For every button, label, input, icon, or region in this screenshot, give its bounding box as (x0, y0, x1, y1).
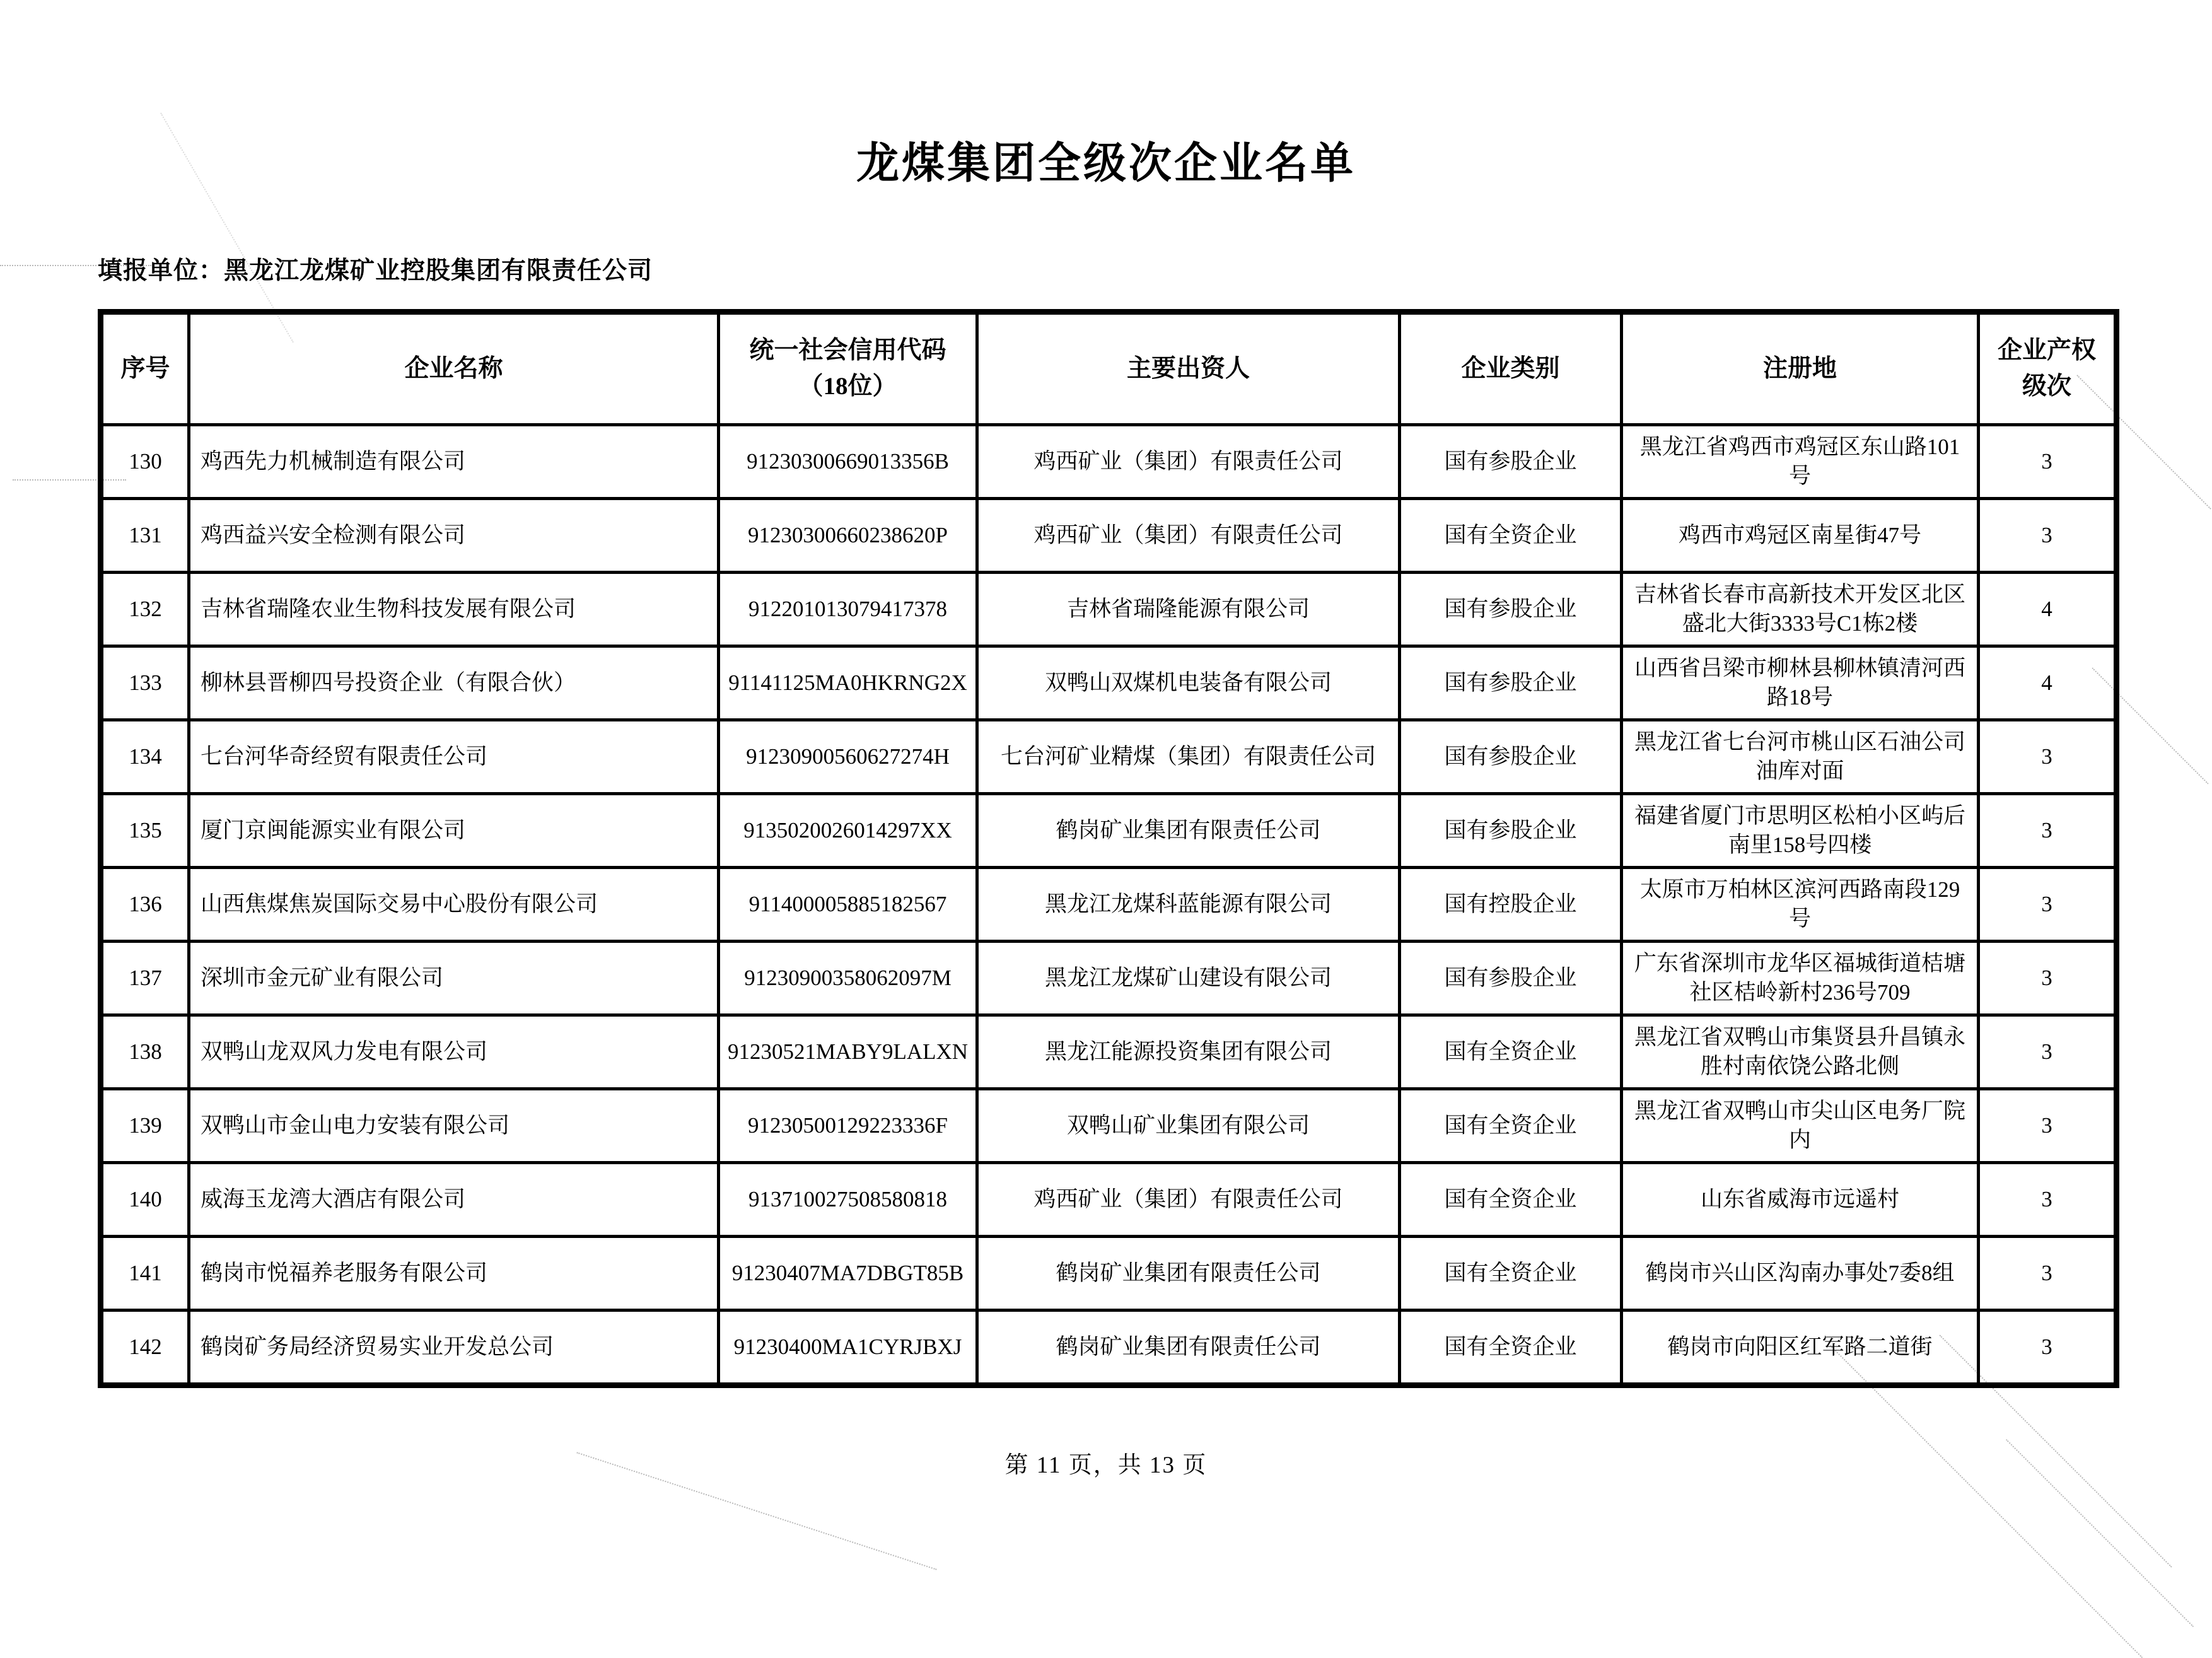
cell-category: 国有参股企业 (1400, 942, 1622, 1015)
cell-investor: 双鸭山矿业集团有限公司 (977, 1089, 1400, 1163)
cell-investor: 七台河矿业精煤（集团）有限责任公司 (977, 720, 1400, 794)
cell-category: 国有参股企业 (1400, 720, 1622, 794)
cell-seq: 138 (101, 1015, 189, 1089)
cell-code: 91230300669013356B (719, 425, 977, 499)
cell-seq: 139 (101, 1089, 189, 1163)
cell-seq: 133 (101, 646, 189, 720)
cell-code: 913710027508580818 (719, 1163, 977, 1237)
table-row (101, 1311, 2117, 1386)
cell-seq: 134 (101, 720, 189, 794)
cell-seq: 137 (101, 942, 189, 1015)
table-body (101, 425, 2117, 1386)
header-address: 注册地 (1622, 312, 1979, 425)
cell-level: 3 (1979, 1015, 2117, 1089)
cell-address: 鹤岗市兴山区沟南办事处7委8组 (1622, 1237, 1979, 1311)
cell-investor: 黑龙江龙煤科蓝能源有限公司 (977, 868, 1400, 942)
table-row (101, 573, 2117, 646)
cell-name: 山西焦煤焦炭国际交易中心股份有限公司 (189, 868, 719, 942)
cell-name: 柳林县晋柳四号投资企业（有限合伙） (189, 646, 719, 720)
cell-code: 911400005885182567 (719, 868, 977, 942)
cell-address: 山东省威海市远遥村 (1622, 1163, 1979, 1237)
table-row (101, 868, 2117, 942)
cell-level: 3 (1979, 1089, 2117, 1163)
cell-level: 3 (1979, 425, 2117, 499)
table-row (101, 942, 2117, 1015)
scan-artifact (1830, 1345, 2143, 1658)
cell-code: 91141125MA0HKRNG2X (719, 646, 977, 720)
table-row (101, 1015, 2117, 1089)
cell-level: 3 (1979, 720, 2117, 794)
cell-code: 91230500129223336F (719, 1089, 977, 1163)
cell-level: 3 (1979, 794, 2117, 868)
table-row (101, 1163, 2117, 1237)
cell-level: 3 (1979, 1311, 2117, 1386)
cell-seq: 141 (101, 1237, 189, 1311)
cell-code: 912201013079417378 (719, 573, 977, 646)
table-row (101, 1237, 2117, 1311)
table-row (101, 425, 2117, 499)
cell-seq: 130 (101, 425, 189, 499)
cell-category: 国有参股企业 (1400, 646, 1622, 720)
page-title: 龙煤集团全级次企业名单 (856, 139, 1356, 187)
cell-address: 太原市万柏林区滨河西路南段129号 (1622, 868, 1979, 942)
cell-address: 广东省深圳市龙华区福城街道桔塘社区桔岭新村236号709 (1622, 942, 1979, 1015)
cell-investor: 黑龙江能源投资集团有限公司 (977, 1015, 1400, 1089)
cell-category: 国有控股企业 (1400, 868, 1622, 942)
cell-level: 3 (1979, 868, 2117, 942)
table-row (101, 499, 2117, 573)
cell-category: 国有全资企业 (1400, 1015, 1622, 1089)
cell-seq: 140 (101, 1163, 189, 1237)
cell-investor: 吉林省瑞隆能源有限公司 (977, 573, 1400, 646)
cell-address: 黑龙江省双鸭山市集贤县升昌镇永胜村南依饶公路北侧 (1622, 1015, 1979, 1089)
cell-address: 黑龙江省双鸭山市尖山区电务厂院内 (1622, 1089, 1979, 1163)
cell-address: 鸡西市鸡冠区南星街47号 (1622, 499, 1979, 573)
cell-investor: 鸡西矿业（集团）有限责任公司 (977, 499, 1400, 573)
cell-investor: 鹤岗矿业集团有限责任公司 (977, 1311, 1400, 1386)
cell-name: 鸡西益兴安全检测有限公司 (189, 499, 719, 573)
cell-category: 国有全资企业 (1400, 499, 1622, 573)
cell-seq: 135 (101, 794, 189, 868)
cell-name: 双鸭山市金山电力安装有限公司 (189, 1089, 719, 1163)
header-category: 企业类别 (1400, 312, 1622, 425)
cell-code: 91230400MA1CYRJBXJ (719, 1311, 977, 1386)
cell-level: 3 (1979, 499, 2117, 573)
cell-address: 鹤岗市向阳区红军路二道街 (1622, 1311, 1979, 1386)
cell-category: 国有参股企业 (1400, 425, 1622, 499)
cell-seq: 142 (101, 1311, 189, 1386)
header-seq: 序号 (101, 312, 189, 425)
cell-level: 3 (1979, 1237, 2117, 1311)
cell-name: 威海玉龙湾大酒店有限公司 (189, 1163, 719, 1237)
cell-investor: 双鸭山双煤机电装备有限公司 (977, 646, 1400, 720)
cell-seq: 132 (101, 573, 189, 646)
page-number: 第 11 页，共 13 页 (1004, 1452, 1208, 1478)
cell-code: 91230900358062097M (719, 942, 977, 1015)
cell-category: 国有参股企业 (1400, 573, 1622, 646)
cell-code: 91230407MA7DBGT85B (719, 1237, 977, 1311)
cell-level: 3 (1979, 1163, 2117, 1237)
cell-code: 91230521MABY9LALXN (719, 1015, 977, 1089)
cell-category: 国有参股企业 (1400, 794, 1622, 868)
cell-name: 鹤岗市悦福养老服务有限公司 (189, 1237, 719, 1311)
header-code: 统一社会信用代码（18位） (719, 312, 977, 425)
cell-category: 国有全资企业 (1400, 1311, 1622, 1386)
cell-name: 双鸭山龙双风力发电有限公司 (189, 1015, 719, 1089)
cell-category: 国有全资企业 (1400, 1237, 1622, 1311)
cell-name: 鸡西先力机械制造有限公司 (189, 425, 719, 499)
cell-level: 4 (1979, 573, 2117, 646)
cell-address: 山西省吕梁市柳林县柳林镇清河西路18号 (1622, 646, 1979, 720)
cell-category: 国有全资企业 (1400, 1163, 1622, 1237)
cell-name: 吉林省瑞隆农业生物科技发展有限公司 (189, 573, 719, 646)
header-investor: 主要出资人 (977, 312, 1400, 425)
table-row (101, 1089, 2117, 1163)
cell-investor: 鸡西矿业（集团）有限责任公司 (977, 425, 1400, 499)
cell-code: 91230900560627274H (719, 720, 977, 794)
cell-code: 9135020026014297XX (719, 794, 977, 868)
cell-address: 吉林省长春市高新技术开发区北区盛北大街3333号C1栋2楼 (1622, 573, 1979, 646)
cell-code: 91230300660238620P (719, 499, 977, 573)
cell-seq: 136 (101, 868, 189, 942)
cell-investor: 鹤岗矿业集团有限责任公司 (977, 794, 1400, 868)
cell-investor: 黑龙江龙煤矿山建设有限公司 (977, 942, 1400, 1015)
table-row (101, 720, 2117, 794)
cell-address: 福建省厦门市思明区松柏小区屿后南里158号四楼 (1622, 794, 1979, 868)
cell-address: 黑龙江省鸡西市鸡冠区东山路101号 (1622, 425, 1979, 499)
table-row (101, 646, 2117, 720)
cell-name: 七台河华奇经贸有限责任公司 (189, 720, 719, 794)
cell-name: 鹤岗矿务局经济贸易实业开发总公司 (189, 1311, 719, 1386)
table-header-row (101, 312, 2117, 425)
cell-level: 3 (1979, 942, 2117, 1015)
cell-level: 4 (1979, 646, 2117, 720)
table-row (101, 794, 2117, 868)
cell-category: 国有全资企业 (1400, 1089, 1622, 1163)
header-level: 企业产权级次 (1979, 312, 2117, 425)
cell-name: 深圳市金元矿业有限公司 (189, 942, 719, 1015)
cell-seq: 131 (101, 499, 189, 573)
cell-address: 黑龙江省七台河市桃山区石油公司油库对面 (1622, 720, 1979, 794)
company-table (98, 309, 2119, 1388)
reporting-unit: 填报单位：黑龙江龙煤矿业控股集团有限责任公司 (98, 257, 653, 284)
cell-investor: 鹤岗矿业集团有限责任公司 (977, 1237, 1400, 1311)
cell-investor: 鸡西矿业（集团）有限责任公司 (977, 1163, 1400, 1237)
cell-name: 厦门京闽能源实业有限公司 (189, 794, 719, 868)
header-name: 企业名称 (189, 312, 719, 425)
